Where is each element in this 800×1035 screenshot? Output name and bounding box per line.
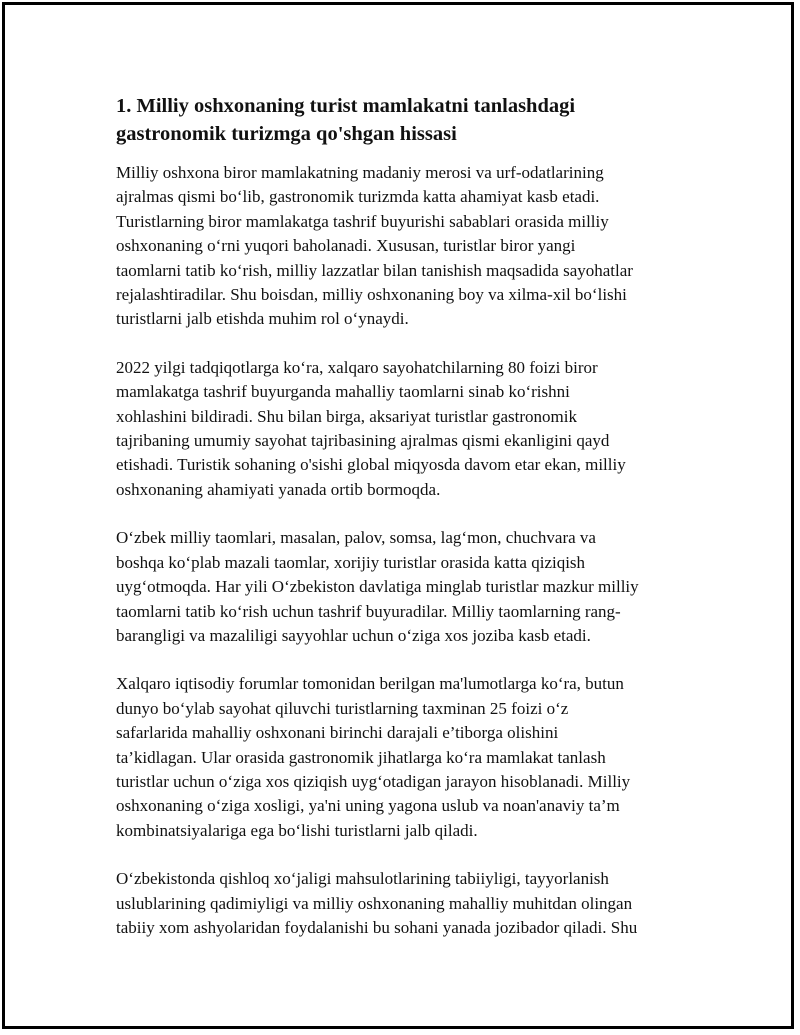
text-line: Xalqaro iqtisodiy forumlar tomonidan berilgan ma'lumotlarga ko‘ra, butun xyxy=(116,674,624,694)
text-line: mamlakatga tashrif buyurganda mahalliy taomlarni sinab ko‘rishni xyxy=(116,382,570,402)
text-line: kombinatsiyalariga ega bo‘lishi turistlarni jalb qiladi. xyxy=(116,820,478,840)
text-line: safarlarida mahalliy oshxonani birinchi darajali e’tiborga olishini xyxy=(116,723,559,743)
text-line: uslublarining qadimiyligi va milliy oshxonaning mahalliy muhitdan olingan xyxy=(116,893,633,913)
text-line: etishadi. Turistik sohaning o'sishi global miqyosda davom etar ekan, milliy xyxy=(116,455,626,475)
text-line: dunyo bo‘ylab sayohat qiluvchi turistlarning taxminan 25 foizi o‘z xyxy=(116,698,569,718)
text-line: taomlarni tatib ko‘rish uchun tashrif buyuradilar. Milliy taomlarning rang- xyxy=(116,601,621,621)
text-line: oshxonaning ahamiyati yanada ortib bormoqda. xyxy=(116,479,441,499)
text-line: xohlashini bildiradi. Shu bilan birga, aksariyat turistlar gastronomik xyxy=(116,406,577,426)
text-line: taomlarni tatib ko‘rish, milliy lazzatlar bilan tanishish maqsadida sayohatlar xyxy=(116,260,633,280)
text-line: turistlar uchun o‘ziga xos qiziqish uyg‘otadigan jarayon hisoblanadi. Milliy xyxy=(116,771,631,791)
text-line: tajribaning umumiy sayohat tajribasining ajralmas qismi ekanligini qayd xyxy=(116,431,610,451)
heading-line: 1. Milliy oshxonaning turist mamlakatni tanlashdagi xyxy=(116,95,576,117)
text-line: ajralmas qismi bo‘lib, gastronomik turizmda katta ahamiyat kasb etadi. xyxy=(116,187,600,207)
text-line: uyg‘otmoqda. Har yili O‘zbekiston davlatiga minglab turistlar mazkur milliy xyxy=(116,577,639,597)
text-line: boshqa ko‘plab mazali taomlar, xorijiy turistlar orasida katta qiziqish xyxy=(116,552,586,572)
paragraph-3 xyxy=(116,526,682,648)
text-line: oshxonaning o‘ziga xosligi, ya'ni uning yagona uslub va noan'anaviy ta’m xyxy=(116,796,620,816)
text-line: O‘zbek milliy taomlari, masalan, palov, somsa, lag‘mon, chuchvara va xyxy=(116,528,596,548)
text-line: Milliy oshxona biror mamlakatning madaniy merosi va urf-odatlarining xyxy=(116,163,604,182)
text-line: rejalashtiradilar. Shu boisdan, milliy oshxonaning boy va xilma-xil bo‘lishi xyxy=(116,285,627,305)
document-body xyxy=(116,92,682,964)
paragraph-1 xyxy=(116,161,682,332)
heading-line: gastronomik turizmga qo'shgan hissasi xyxy=(116,123,457,145)
text-line: Turistlarning biror mamlakatga tashrif buyurishi sabablari orasida milliy xyxy=(116,211,609,231)
text-line: turistlarni jalb etishda muhim rol o‘ynaydi. xyxy=(116,309,409,329)
text-line: barangligi va mazaliligi sayyohlar uchun o‘ziga xos joziba kasb etadi. xyxy=(116,625,591,645)
paragraph-4 xyxy=(116,672,682,843)
paragraph-2 xyxy=(116,356,682,502)
text-line: 2022 yilgi tadqiqotlarga ko‘ra, xalqaro sayohatchilarning 80 foizi biror xyxy=(116,357,598,377)
paragraph-5 xyxy=(116,867,682,940)
text-line: ta’kidlagan. Ular orasida gastronomik jihatlarga ko‘ra mamlakat tanlash xyxy=(116,747,606,767)
text-line: tabiiy xom ashyolaridan foydalanishi bu sohani yanada jozibador qiladi. Shu xyxy=(116,917,638,937)
section-heading xyxy=(116,92,682,148)
text-line: O‘zbekistonda qishloq xo‘jaligi mahsulotlarining tabiiyligi, tayyorlanish xyxy=(116,869,609,889)
text-line: oshxonaning o‘rni yuqori baholanadi. Xususan, turistlar biror yangi xyxy=(116,236,576,256)
